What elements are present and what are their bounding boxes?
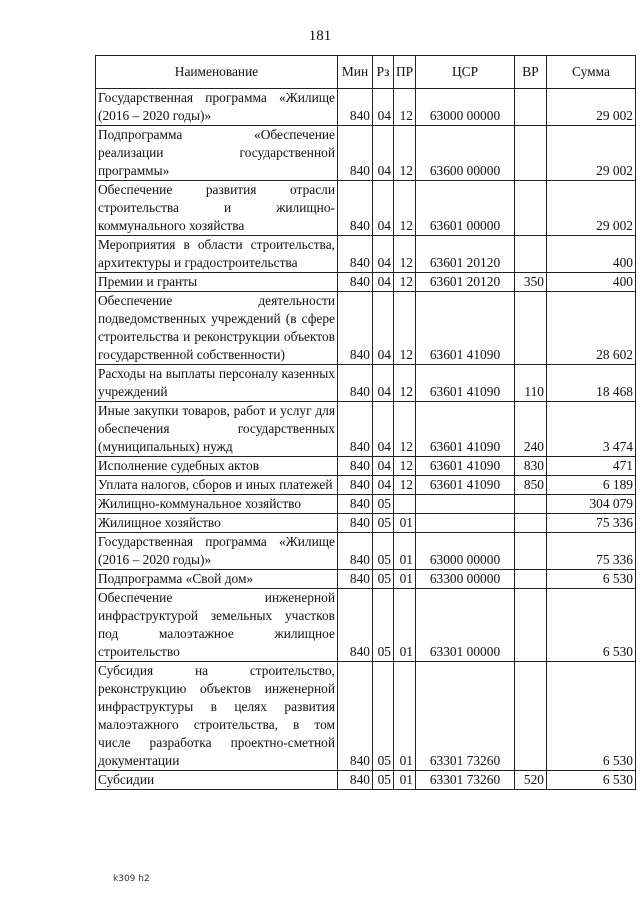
cell-pr: 12: [394, 365, 416, 402]
cell-min: 840: [338, 589, 373, 662]
cell-csr: 63301 73260: [416, 662, 515, 771]
cell-vr: [515, 126, 547, 181]
cell-sum: 6 530: [547, 589, 636, 662]
cell-sum: 6 530: [547, 771, 636, 790]
cell-min: 840: [338, 402, 373, 457]
table-row: [96, 236, 636, 273]
cell-sum: 6 189: [547, 476, 636, 495]
header-min: Мин: [338, 56, 373, 89]
cell-sum: 6 530: [547, 570, 636, 589]
cell-csr: 63601 41090: [416, 457, 515, 476]
cell-min: 840: [338, 236, 373, 273]
footer-code: k309 h2: [113, 874, 150, 884]
header-pr: ПР: [394, 56, 416, 89]
cell-sum: 75 336: [547, 533, 636, 570]
cell-name: Обеспечение инженерной инфраструктурой земельных участков под малоэтажное жилищное строительство: [96, 589, 338, 662]
cell-name: Подпрограмма «Обеспечение реализации государственной программы»: [96, 126, 338, 181]
table-row: [96, 533, 636, 570]
cell-csr: 63601 41090: [416, 365, 515, 402]
cell-vr: 350: [515, 273, 547, 292]
header-rz: Рз: [373, 56, 394, 89]
cell-name: Премии и гранты: [96, 273, 338, 292]
cell-sum: 29 002: [547, 181, 636, 236]
cell-sum: 400: [547, 236, 636, 273]
cell-sum: 6 530: [547, 662, 636, 771]
table-header-row: [96, 56, 636, 89]
cell-name: Жилищно-коммунальное хозяйство: [96, 495, 338, 514]
cell-name: Государственная программа «Жилище (2016 – 2020 годы)»: [96, 533, 338, 570]
cell-min: 840: [338, 89, 373, 126]
cell-name: Подпрограмма «Свой дом»: [96, 570, 338, 589]
cell-rz: 04: [373, 292, 394, 365]
cell-vr: [515, 514, 547, 533]
cell-csr: [416, 514, 515, 533]
cell-vr: [515, 533, 547, 570]
cell-min: 840: [338, 126, 373, 181]
cell-rz: 05: [373, 514, 394, 533]
table-row: [96, 771, 636, 790]
header-vr: ВР: [515, 56, 547, 89]
cell-min: 840: [338, 476, 373, 495]
cell-csr: 63600 00000: [416, 126, 515, 181]
cell-name: Субсидии: [96, 771, 338, 790]
cell-vr: [515, 89, 547, 126]
cell-min: 840: [338, 495, 373, 514]
cell-csr: 63000 00000: [416, 533, 515, 570]
table-row: [96, 181, 636, 236]
cell-sum: 28 602: [547, 292, 636, 365]
cell-min: 840: [338, 533, 373, 570]
cell-vr: [515, 181, 547, 236]
cell-min: 840: [338, 570, 373, 589]
table-row: [96, 476, 636, 495]
table-row: [96, 365, 636, 402]
cell-name: Мероприятия в области строительства, архитектуры и градостроительства: [96, 236, 338, 273]
page-number: 181: [308, 28, 332, 44]
cell-pr: 12: [394, 292, 416, 365]
table-row: [96, 495, 636, 514]
cell-pr: 12: [394, 273, 416, 292]
cell-vr: [515, 292, 547, 365]
cell-rz: 05: [373, 589, 394, 662]
table-row: [96, 126, 636, 181]
cell-sum: 29 002: [547, 126, 636, 181]
cell-csr: 63601 20120: [416, 273, 515, 292]
cell-sum: 304 079: [547, 495, 636, 514]
header-name: Наименование: [96, 56, 338, 89]
budget-table: [95, 55, 636, 790]
cell-rz: 04: [373, 273, 394, 292]
cell-rz: 04: [373, 457, 394, 476]
cell-rz: 05: [373, 662, 394, 771]
table-row: [96, 570, 636, 589]
table-body: [96, 89, 636, 790]
cell-csr: 63601 41090: [416, 292, 515, 365]
cell-vr: [515, 570, 547, 589]
cell-sum: 400: [547, 273, 636, 292]
cell-pr: 01: [394, 570, 416, 589]
cell-pr: 01: [394, 662, 416, 771]
cell-vr: [515, 662, 547, 771]
cell-vr: [515, 495, 547, 514]
cell-min: 840: [338, 292, 373, 365]
cell-vr: [515, 589, 547, 662]
cell-csr: 63301 00000: [416, 589, 515, 662]
cell-rz: 04: [373, 476, 394, 495]
cell-vr: [515, 236, 547, 273]
cell-rz: 05: [373, 570, 394, 589]
cell-name: Государственная программа «Жилище (2016 – 2020 годы)»: [96, 89, 338, 126]
table-row: [96, 457, 636, 476]
cell-csr: 63300 00000: [416, 570, 515, 589]
cell-sum: 75 336: [547, 514, 636, 533]
table-row: [96, 292, 636, 365]
table-row: [96, 589, 636, 662]
cell-csr: 63601 41090: [416, 476, 515, 495]
cell-min: 840: [338, 771, 373, 790]
table-row: [96, 662, 636, 771]
cell-min: 840: [338, 514, 373, 533]
cell-csr: 63000 00000: [416, 89, 515, 126]
cell-pr: 12: [394, 181, 416, 236]
cell-pr: 01: [394, 771, 416, 790]
cell-rz: 05: [373, 533, 394, 570]
cell-csr: 63601 20120: [416, 236, 515, 273]
cell-rz: 04: [373, 402, 394, 457]
cell-sum: 18 468: [547, 365, 636, 402]
cell-pr: 01: [394, 533, 416, 570]
cell-csr: 63601 00000: [416, 181, 515, 236]
cell-min: 840: [338, 273, 373, 292]
cell-name: Уплата налогов, сборов и иных платежей: [96, 476, 338, 495]
cell-pr: 01: [394, 589, 416, 662]
cell-pr: 01: [394, 514, 416, 533]
cell-min: 840: [338, 181, 373, 236]
cell-rz: 04: [373, 181, 394, 236]
cell-name: Иные закупки товаров, работ и услуг для обеспечения государственных (муниципальных) нужд: [96, 402, 338, 457]
cell-min: 840: [338, 457, 373, 476]
cell-name: Обеспечение развития отрасли строительства и жилищно-коммунального хозяйства: [96, 181, 338, 236]
cell-min: 840: [338, 662, 373, 771]
cell-vr: 830: [515, 457, 547, 476]
header-sum: Сумма: [547, 56, 636, 89]
cell-rz: 05: [373, 495, 394, 514]
cell-rz: 04: [373, 126, 394, 181]
cell-csr: 63301 73260: [416, 771, 515, 790]
cell-pr: 12: [394, 476, 416, 495]
cell-vr: 240: [515, 402, 547, 457]
cell-pr: 12: [394, 402, 416, 457]
table-row: [96, 89, 636, 126]
cell-name: Исполнение судебных актов: [96, 457, 338, 476]
cell-rz: 04: [373, 236, 394, 273]
cell-csr: [416, 495, 515, 514]
cell-min: 840: [338, 365, 373, 402]
cell-name: Жилищное хозяйство: [96, 514, 338, 533]
header-csr: ЦСР: [416, 56, 515, 89]
cell-pr: 12: [394, 457, 416, 476]
table-row: [96, 514, 636, 533]
cell-rz: 04: [373, 365, 394, 402]
cell-sum: 29 002: [547, 89, 636, 126]
cell-vr: 850: [515, 476, 547, 495]
table-row: [96, 273, 636, 292]
cell-pr: 12: [394, 236, 416, 273]
cell-rz: 04: [373, 89, 394, 126]
cell-pr: 12: [394, 126, 416, 181]
cell-pr: [394, 495, 416, 514]
table-row: [96, 402, 636, 457]
cell-name: Обеспечение деятельности подведомственных учреждений (в сфере строительства и реконструкции объектов государственной собственности): [96, 292, 338, 365]
cell-sum: 3 474: [547, 402, 636, 457]
cell-name: Субсидия на строительство, реконструкцию объектов инженерной инфраструктуры в целях развития малоэтажного строительства, в том числе разработка проектно-сметной документации: [96, 662, 338, 771]
cell-vr: 520: [515, 771, 547, 790]
cell-csr: 63601 41090: [416, 402, 515, 457]
cell-pr: 12: [394, 89, 416, 126]
cell-sum: 471: [547, 457, 636, 476]
cell-name: Расходы на выплаты персоналу казенных учреждений: [96, 365, 338, 402]
cell-rz: 05: [373, 771, 394, 790]
cell-vr: 110: [515, 365, 547, 402]
